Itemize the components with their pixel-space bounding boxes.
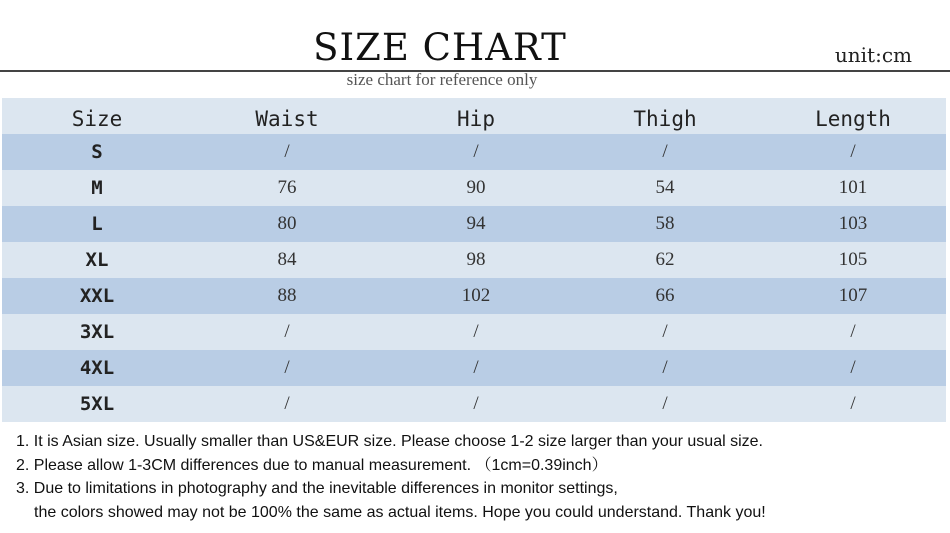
column-header-hip: Hip [457,107,495,131]
hip-cell: / [473,357,479,378]
note-line: 2. Please allow 1-3CM differences due to manual measurement. （1cm=0.39inch） [16,456,608,474]
length-cell: 103 [838,213,868,234]
hip-cell: / [473,321,479,342]
length-cell: / [850,357,856,378]
table-row [2,314,946,350]
length-cell: 107 [838,285,868,306]
waist-cell: / [284,357,290,378]
length-cell: 105 [838,249,868,270]
thigh-cell: 66 [655,285,675,306]
notes [16,430,766,524]
table-row [2,242,946,278]
table-row [2,206,946,242]
table-row [2,278,946,314]
table-row [2,386,946,422]
note-line: 3. Due to limitations in photography and the inevitable differences in monitor settings, [16,480,618,497]
length-cell: / [850,321,856,342]
size-cell: XXL [79,285,115,307]
size-cell: L [91,213,103,235]
column-header-waist: Waist [255,107,319,131]
column-header-size: Size [71,107,123,131]
thigh-cell: / [662,141,668,162]
size-table [2,98,946,422]
size-cell: 3XL [79,321,115,343]
page-title: SIZE CHART [313,26,567,69]
thigh-cell: 54 [655,177,675,198]
length-cell: / [850,393,856,414]
table-header-row [2,98,946,134]
table-row [2,350,946,386]
size-cell: 5XL [79,393,115,415]
column-header-thigh: Thigh [633,107,697,131]
table-row [2,134,946,170]
hip-cell: 94 [466,213,486,234]
thigh-cell: / [662,393,668,414]
unit-label: unit:cm [834,43,912,67]
waist-cell: / [284,141,290,162]
hip-cell: 102 [461,285,491,306]
column-header-length: Length [815,107,891,131]
hip-cell: / [473,141,479,162]
size-cell: M [91,177,103,199]
table-row [2,170,946,206]
size-cell: XL [85,249,109,271]
thigh-cell: / [662,321,668,342]
size-cell: S [91,141,103,163]
waist-cell: 88 [277,285,297,306]
waist-cell: 84 [277,249,297,270]
waist-cell: / [284,393,290,414]
hip-cell: 98 [466,249,486,270]
hip-cell: 90 [466,177,486,198]
waist-cell: / [284,321,290,342]
waist-cell: 76 [277,177,297,198]
thigh-cell: 62 [655,249,675,270]
thigh-cell: 58 [655,213,675,234]
length-cell: / [850,141,856,162]
length-cell: 101 [838,177,868,198]
note-line: 1. It is Asian size. Usually smaller than US&EUR size. Please choose 1-2 size larger than your usual size. [16,433,763,450]
note-line: the colors showed may not be 100% the same as actual items. Hope you could understand. Thank you! [34,503,766,521]
size-cell: 4XL [79,357,115,379]
hip-cell: / [473,393,479,414]
thigh-cell: / [662,357,668,378]
waist-cell: 80 [277,213,297,234]
subtitle: size chart for reference only [346,70,538,89]
